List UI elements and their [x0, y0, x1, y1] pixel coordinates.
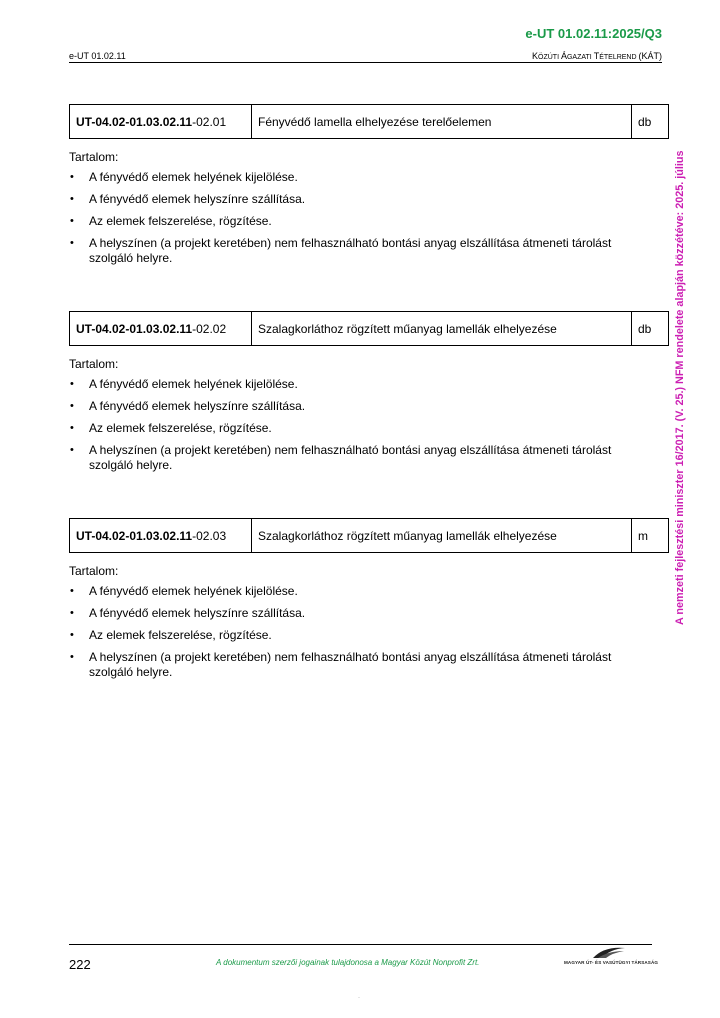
header-left: e-UT 01.02.11: [69, 51, 126, 61]
logo-text: MAGYAR ÚT- ÉS VASÚTÜGYI TÁRSASÁG: [564, 960, 659, 965]
item-unit: db: [632, 312, 669, 346]
list-item: • A fényvédő elemek helyének kijelölése.: [70, 170, 298, 184]
list-item: • A helyszínen (a projekt keretében) nem felhasználható bontási anyag elszállítása átmeneti tárolást szolgáló helyre.: [70, 650, 612, 679]
item-title: Szalagkorláthoz rögzített műanyag lamellák elhelyezése: [252, 519, 632, 553]
list-item: • Az elemek felszerelése, rögzítése.: [70, 421, 272, 435]
bullet-icon: •: [70, 171, 74, 183]
list-item: • A fényvédő elemek helyszínre szállítása.: [70, 192, 306, 206]
item-code: UT-04.02-01.03.02.11-02.03: [70, 519, 252, 553]
item-block-1: [69, 104, 669, 273]
document-code: e-UT 01.02.11:2025/Q3: [525, 26, 662, 41]
content-list: [69, 377, 669, 473]
item-block-3: [69, 518, 669, 687]
content-label: Tartalom:: [69, 357, 119, 371]
list-item: • A fényvédő elemek helyszínre szállítása.: [70, 399, 306, 413]
page-dot: ·: [358, 995, 360, 1001]
list-item: • Az elemek felszerelése, rögzítése.: [70, 628, 272, 642]
content-label: Tartalom:: [69, 150, 119, 164]
header-right: [532, 51, 662, 61]
item-table: [69, 518, 669, 553]
page-number: 222: [69, 957, 91, 972]
bullet-icon: •: [70, 629, 74, 641]
copyright-notice: A dokumentum szerzői jogainak tulajdonosa a Magyar Közút Nonprofit Zrt.: [216, 958, 480, 967]
bullet-icon: •: [70, 193, 74, 205]
bullet-icon: •: [70, 400, 74, 412]
item-unit: db: [632, 105, 669, 139]
list-item: • A fényvédő elemek helyének kijelölése.: [70, 377, 298, 391]
item-table: [69, 311, 669, 346]
content-list: [69, 170, 669, 266]
list-item: • A fényvédő elemek helyének kijelölése.: [70, 584, 298, 598]
item-title: Fényvédő lamella elhelyezése terelőelemen: [252, 105, 632, 139]
header-right-sc1: ÖZÚTI: [538, 54, 561, 61]
header-right-a: Á: [560, 51, 567, 61]
item-table: [69, 104, 669, 139]
bullet-icon: •: [70, 378, 74, 390]
bullet-icon: •: [70, 444, 74, 456]
list-item: • A fényvédő elemek helyszínre szállítása.: [70, 606, 306, 620]
bullet-icon: •: [70, 651, 74, 663]
header-rule: [69, 62, 662, 63]
list-item: • A helyszínen (a projekt keretében) nem felhasználható bontási anyag elszállítása átmeneti tárolást szolgáló helyre.: [70, 236, 612, 265]
bullet-icon: •: [70, 215, 74, 227]
header-right-k: K: [532, 51, 539, 61]
header-right-suffix: (KÁT): [638, 51, 662, 61]
bullet-icon: •: [70, 607, 74, 619]
item-title: Szalagkorláthoz rögzített műanyag lamellák elhelyezése: [252, 312, 632, 346]
logo-mark-icon: [592, 945, 626, 960]
item-code: UT-04.02-01.03.02.11-02.02: [70, 312, 252, 346]
header-right-sc3: ÉTELREND: [599, 54, 639, 61]
bullet-icon: •: [70, 585, 74, 597]
item-code: UT-04.02-01.03.02.11-02.01: [70, 105, 252, 139]
company-logo: [564, 945, 659, 969]
side-publication-note: A nemzeti fejlesztési miniszter 16/2017. (V. 25.) NFM rendelete alapján közzétéve: 2025. július: [674, 150, 686, 625]
content-list: [69, 584, 669, 680]
content-label: Tartalom:: [69, 564, 119, 578]
bullet-icon: •: [70, 422, 74, 434]
list-item: • A helyszínen (a projekt keretében) nem felhasználható bontási anyag elszállítása átmeneti tárolást szolgáló helyre.: [70, 443, 612, 472]
item-unit: m: [632, 519, 669, 553]
item-block-2: [69, 311, 669, 480]
header-right-t: T: [593, 51, 600, 61]
header-right-sc2: GAZATI: [566, 54, 594, 61]
list-item: • Az elemek felszerelése, rögzítése.: [70, 214, 272, 228]
bullet-icon: •: [70, 237, 74, 249]
